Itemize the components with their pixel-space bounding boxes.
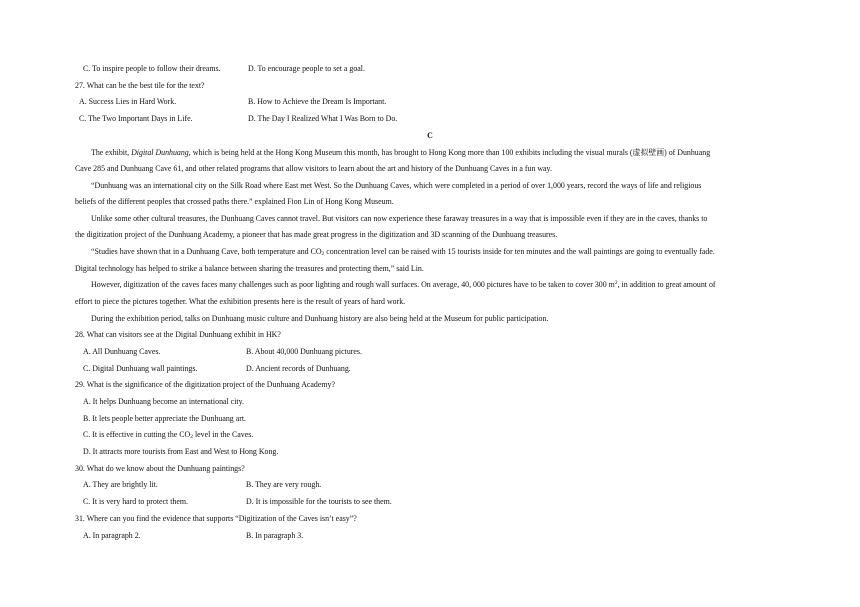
passage-p4-line1: “Studies have shown that in a Dunhuang Cave, both temperature and $CO_2$ concentration level can be raised with 15 tourists inside for ten minutes and the wall paintings are going to eventually fade. xyxy=(91,247,715,257)
q30-option-b: B. They are very rough. xyxy=(246,480,322,489)
section-heading: C xyxy=(427,131,433,140)
passage-p2-line2: beliefs of the different peoples that crossed paths there.” explained Fion Lin of Hong Kong Museum. xyxy=(75,197,394,206)
q31-stem: 31. Where can you find the evidence that supports “Digitization of the Caves isn’t easy”? xyxy=(75,514,357,523)
q29-option-b: B. It lets people better appreciate the Dunhuang art. xyxy=(83,414,247,423)
q28-option-c: C. Digital Dunhuang wall paintings. xyxy=(83,364,198,373)
passage-p5-line2: effort to piece the pictures together. What the exhibition presents here is the result of years of hard work. xyxy=(75,297,406,306)
q27-stem: 27. What can be the best tile for the text? xyxy=(75,81,205,90)
q28-option-a: A. All Dunhuang Caves. xyxy=(83,347,161,356)
q29-stem: 29. What is the significance of the digitization project of the Dunhuang Academy? xyxy=(75,380,335,389)
passage-p5-line1: However, digitization of the caves faces many challenges such as poor lighting and rough wall surfaces. On average, 40, 000 pictures have to be taken to cover 300 $m^2$, in addition to great amount of xyxy=(91,280,716,289)
q28-option-d: D. Ancient records of Dunhuang. xyxy=(246,364,351,373)
passage-p3-line1: Unlike some other cultural treasures, the Dunhuang Caves cannot travel. But visitors can now experience these faraway treasures in a way that is impossible even if they are in the caves, thanks to xyxy=(91,214,708,223)
q30-option-a: A. They are brightly lit. xyxy=(83,480,158,489)
q27-option-a: A. Success Lies in Hard Work. xyxy=(79,97,177,106)
q26-option-d: D. To encourage people to set a goal. xyxy=(248,64,365,73)
q29-option-a: A. It helps Dunhuang become an international city. xyxy=(83,397,244,406)
passage-p6-line1: During the exhibition period, talks on Dunhuang music culture and Dunhuang history are also being held at the Museum for public participation. xyxy=(91,314,549,323)
passage-p3-line2: the digitization project of the Dunhuang Academy, a pioneer that has made great progress in the digitization and 3D scanning of the Dunhuang treasures. xyxy=(75,230,558,239)
q29-option-d: D. It attracts more tourists from East and West to Hong Kong. xyxy=(83,447,279,456)
exhibit-title: Digital Dunhuang, xyxy=(131,148,191,157)
q30-option-c: C. It is very hard to protect them. xyxy=(83,497,188,506)
passage-p1-line2: Cave 285 and Dunhuang Cave 61, and other related programs that allow visitors to learn about the art and history of the Dunhuang Caves in a fun way. xyxy=(75,164,552,173)
q31-option-a: A. In paragraph 2. xyxy=(83,531,141,540)
passage-p1-line1: The exhibit, Digital Dunhuang, which is being held at the Hong Kong Museum this month, has brought to Hong Kong more than 100 exhibits including the visual murals (虚拟壁画) of Dunhuang xyxy=(91,148,711,157)
q29-option-c: C. It is effective in cutting the $CO_2$ level in the Caves. xyxy=(83,430,254,440)
q30-option-d: D. It is impossible for the tourists to see them. xyxy=(246,497,392,506)
q26-option-c: C. To inspire people to follow their dreams. xyxy=(83,64,221,73)
passage-p2-line1: “Dunhuang was an international city on the Silk Road where East met West. So the Dunhuang Caves, which were completed in a period of over 1,000 years, record the ways of life and religious xyxy=(91,181,702,190)
q28-stem: 28. What can visitors see at the Digital Dunhuang exhibit in HK? xyxy=(75,330,281,339)
q30-stem: 30. What do we know about the Dunhuang paintings? xyxy=(75,464,245,473)
q31-option-b: B. In paragraph 3. xyxy=(246,531,304,540)
q27-option-b: B. How to Achieve the Dream Is Important. xyxy=(248,97,387,106)
q28-option-b: B. About 40,000 Dunhuang pictures. xyxy=(246,347,362,356)
q27-option-c: C. The Two Important Days in Life. xyxy=(79,114,193,123)
passage-p4-line2: Digital technology has helped to strike a balance between sharing the treasures and protecting them,” said Lin. xyxy=(75,264,424,273)
q27-option-d: D. The Day I Realized What I Was Born to Do. xyxy=(248,114,398,123)
